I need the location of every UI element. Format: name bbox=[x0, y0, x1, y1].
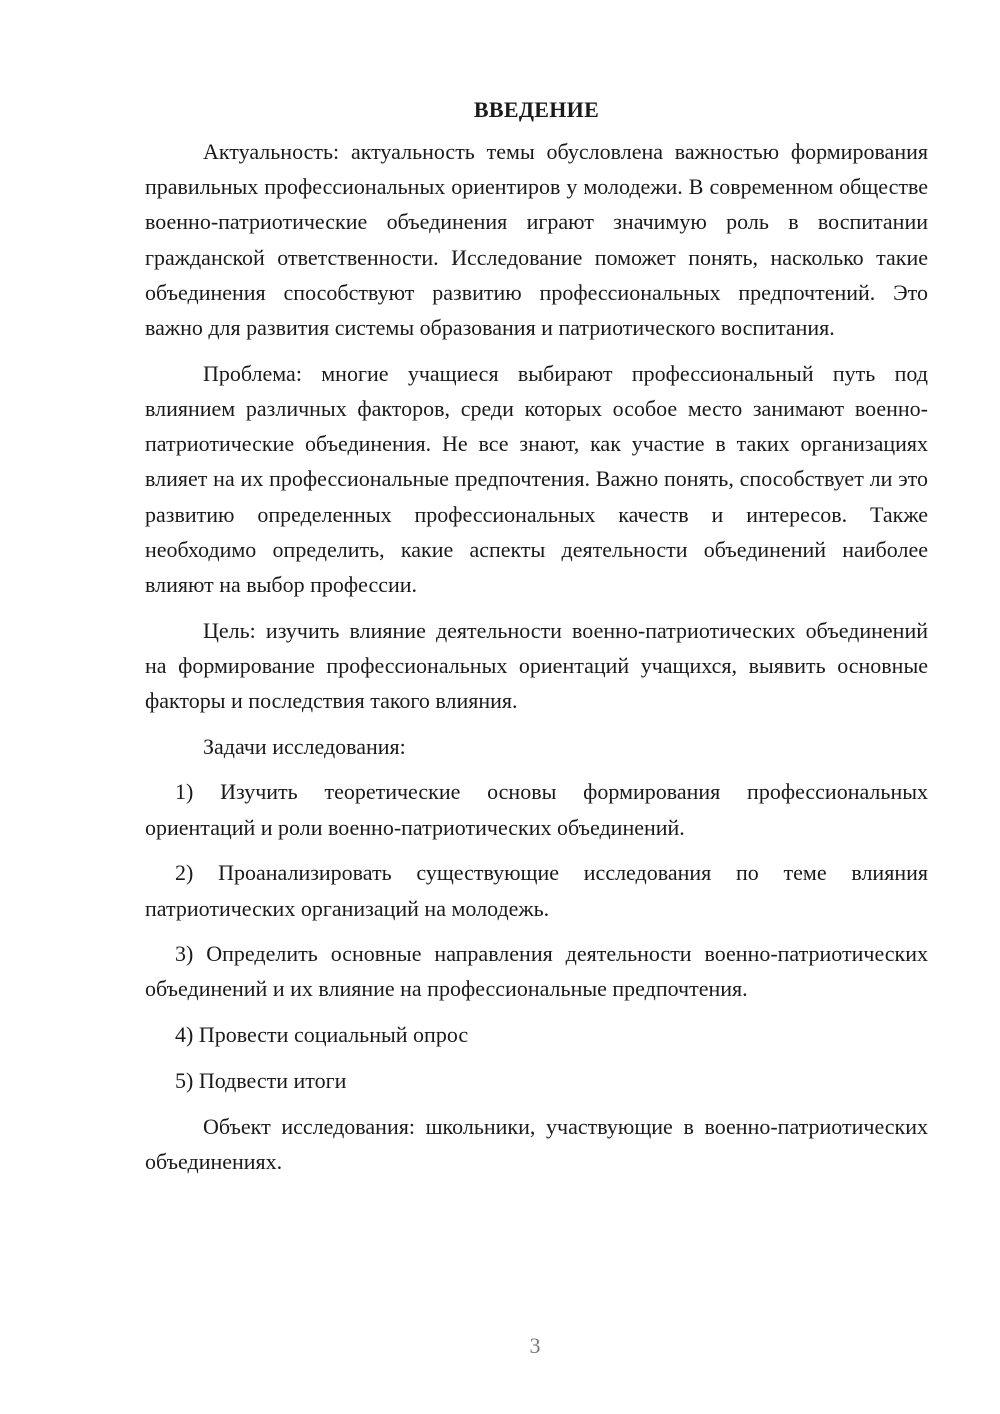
paragraph-relevance: Актуальность: актуальность темы обусловлена важностью формирования правильных профессиональных ориентиров у молодежи. В современном обществе военно-патриотические объединения играют значимую роль в воспитании гражданской ответственности. Исследование поможет понять, насколько такие объединения способствуют развитию профессиональных предпочтений. Это важно для развития системы образования и патриотического воспитания. bbox=[145, 139, 928, 341]
section-heading: ВВЕДЕНИЕ bbox=[473, 97, 600, 122]
task-item-4: 4) Провести социальный опрос bbox=[175, 1022, 469, 1048]
task-item-2: 2) Проанализировать существующие исследования по теме влияния патриотических организаций на молодежь. bbox=[145, 860, 928, 921]
page-number: 3 bbox=[529, 1333, 541, 1358]
paragraph-tasks-heading: Задачи исследования: bbox=[203, 733, 406, 759]
paragraph-problem: Проблема: многие учащиеся выбирают профессиональный путь под влиянием различных факторов, среди которых особое место занимают военно-патриотические объединения. Не все знают, как участие в таких организациях влияет на их профессиональные предпочтения. Важно понять, способствует ли это развитию определенных профессиональных качеств и интересов. Также необходимо определить, какие аспекты деятельности объединений наиболее влияют на выбор профессии. bbox=[145, 360, 928, 597]
task-item-5: 5) Подвести итоги bbox=[175, 1067, 347, 1093]
task-item-1: 1) Изучить теоретические основы формирования профессиональных ориентаций и роли военно-патриотических объединений. bbox=[145, 779, 928, 840]
document-page bbox=[145, 92, 928, 1189]
task-item-3: 3) Определить основные направления деятельности военно-патриотических объединений и их влияние на профессиональные предпочтения. bbox=[145, 941, 928, 1002]
paragraph-goal: Цель: изучить влияние деятельности военно-патриотических объединений на формирование профессиональных ориентаций учащихся, выявить основные факторы и последствия такого влияния. bbox=[145, 617, 928, 714]
paragraph-object: Объект исследования: школьники, участвующие в военно-патриотических объединениях. bbox=[145, 1113, 928, 1174]
